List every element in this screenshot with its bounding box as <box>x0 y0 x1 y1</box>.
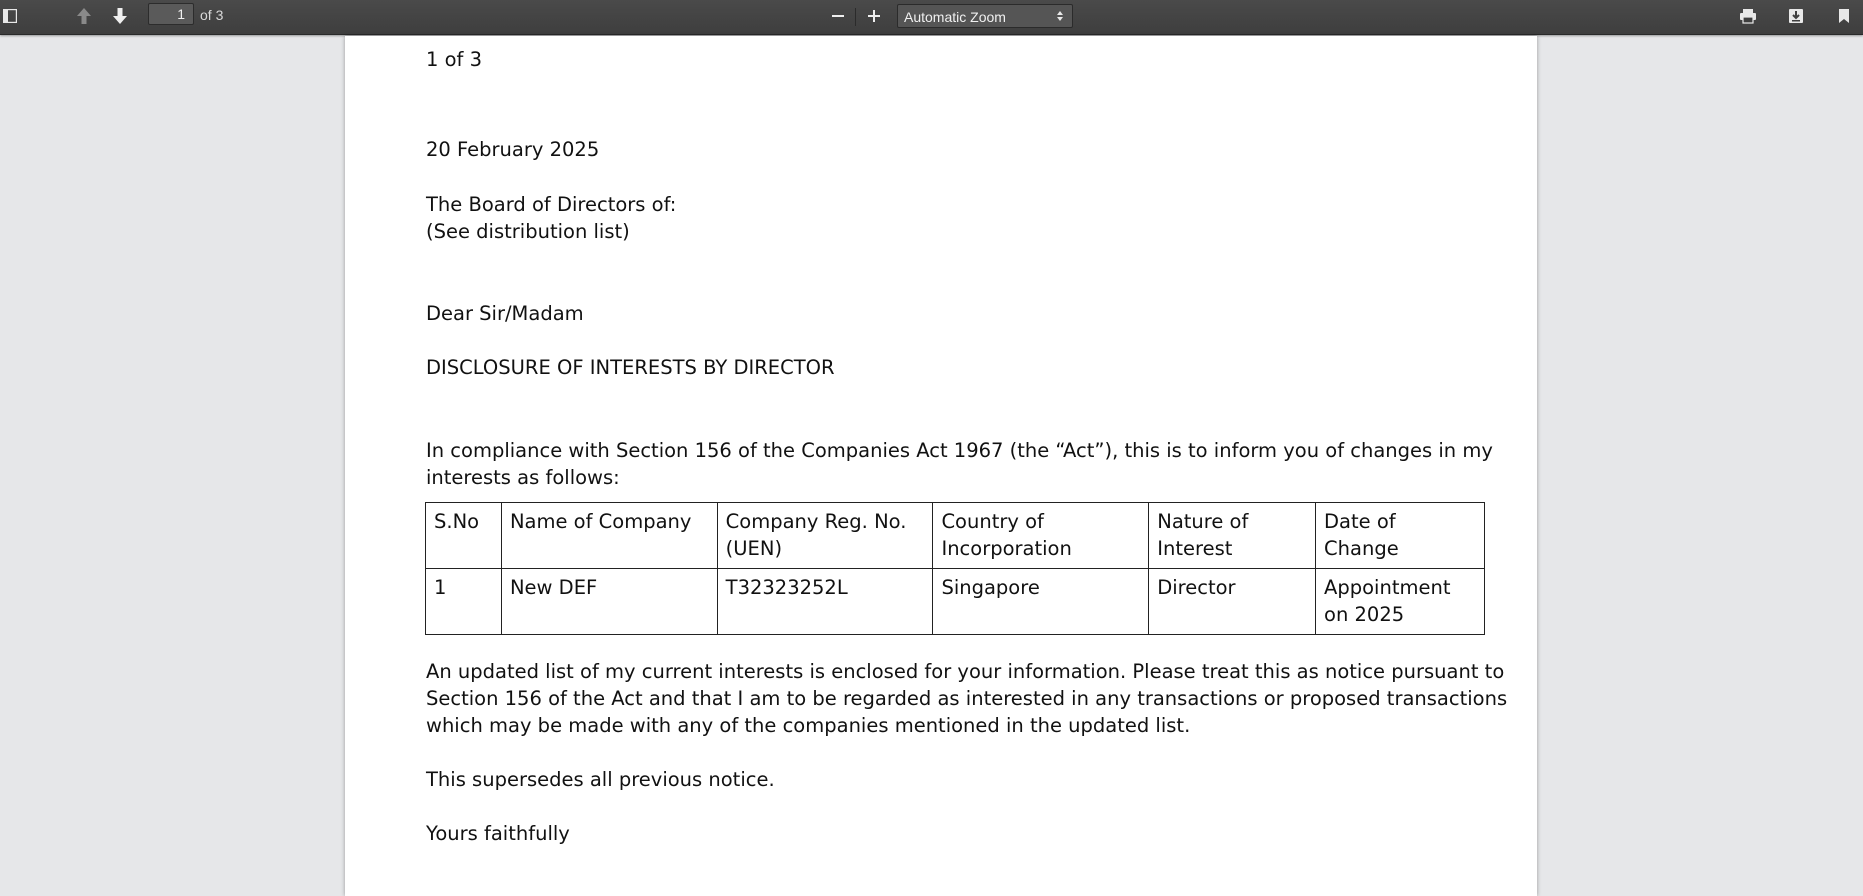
arrow-up-icon <box>76 7 92 25</box>
toolbar-divider <box>855 8 856 26</box>
table-header-row <box>426 503 1485 569</box>
letter-subject: DISCLOSURE OF INTERESTS BY DIRECTOR <box>426 356 835 379</box>
previous-page-button[interactable] <box>68 2 100 30</box>
print-button[interactable] <box>1736 2 1760 30</box>
cell-nature: Director <box>1149 569 1316 635</box>
plus-icon <box>867 9 881 23</box>
letter-date: 20 February 2025 <box>426 138 600 161</box>
cell-sno: 1 <box>426 569 502 635</box>
print-icon <box>1739 8 1757 24</box>
minus-icon <box>831 9 845 23</box>
bookmark-icon <box>1838 8 1850 24</box>
header-nature: Nature of Interest <box>1149 503 1316 569</box>
header-sno: S.No <box>426 503 502 569</box>
notice-line-1: An updated list of my current interests is enclosed for your information. Please treat this as notice pursuant to <box>426 660 1505 683</box>
table-row <box>426 569 1485 635</box>
download-button[interactable] <box>1784 2 1808 30</box>
select-arrows-icon <box>1056 9 1064 23</box>
zoom-select[interactable] <box>897 4 1073 28</box>
header-country: Country of Incorporation <box>933 503 1149 569</box>
salutation: Dear Sir/Madam <box>426 302 584 325</box>
arrow-down-icon <box>112 7 128 25</box>
zoom-in-button[interactable] <box>862 2 886 30</box>
addressee-line-1: The Board of Directors of: <box>426 193 677 216</box>
download-icon <box>1788 8 1804 24</box>
notice-line-3: which may be made with any of the companies mentioned in the updated list. <box>426 714 1191 737</box>
header-company-name: Name of Company <box>501 503 717 569</box>
intro-line-1: In compliance with Section 156 of the Companies Act 1967 (the “Act”), this is to inform you of changes in my <box>426 439 1493 462</box>
cell-country: Singapore <box>933 569 1149 635</box>
bookmark-button[interactable] <box>1832 2 1856 30</box>
page-label: 1 of 3 <box>426 48 483 71</box>
zoom-out-button[interactable] <box>826 2 850 30</box>
page-count-label: of 3 <box>200 7 224 23</box>
closing: Yours faithfully <box>426 822 570 845</box>
page-number-input[interactable] <box>148 3 194 25</box>
intro-line-2: interests as follows: <box>426 466 620 489</box>
cell-date-of-change: Appointment on 2025 <box>1316 569 1485 635</box>
next-page-button[interactable] <box>104 2 136 30</box>
notice-paragraph <box>426 658 1507 739</box>
intro-paragraph <box>426 437 1493 491</box>
cell-company-name: New DEF <box>501 569 717 635</box>
cell-reg-no: T32323252L <box>717 569 933 635</box>
header-reg-no: Company Reg. No. (UEN) <box>717 503 933 569</box>
addressee-line-2: (See distribution list) <box>426 220 630 243</box>
header-date-of-change: Date of Change <box>1316 503 1485 569</box>
document-page <box>345 36 1537 896</box>
sidebar-toggle-icon[interactable] <box>2 2 18 30</box>
zoom-select-value: Automatic Zoom <box>904 9 1006 25</box>
interests-table <box>425 502 1485 635</box>
pdf-toolbar <box>0 0 1863 35</box>
notice-line-2: Section 156 of the Act and that I am to be regarded as interested in any transactions or proposed transactions <box>426 687 1508 710</box>
supersedes-statement: This supersedes all previous notice. <box>426 768 775 791</box>
